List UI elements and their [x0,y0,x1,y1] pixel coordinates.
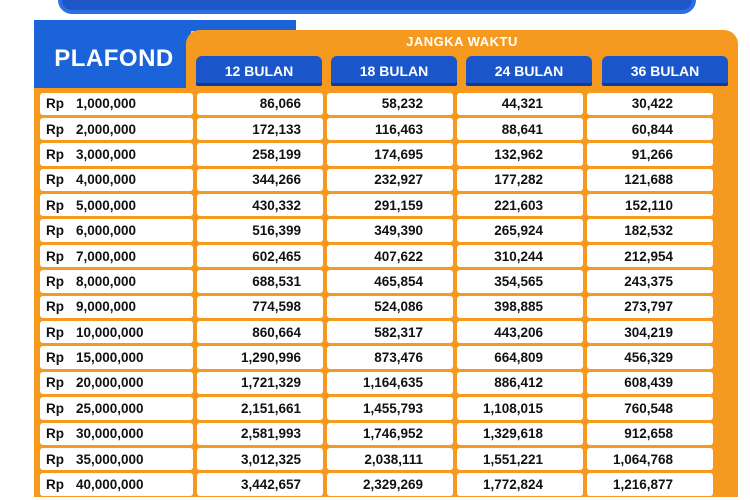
installment-18-cell: 58,232 [327,93,453,115]
plafond-cell [40,245,193,267]
plafond-amount: 8,000,000 [76,273,137,289]
installment-24-cell: 398,885 [457,296,583,318]
installment-36-cell: 212,954 [587,245,713,267]
installment-table [34,88,738,497]
table-row [38,370,734,395]
table-row [38,294,734,319]
installment-36-cell: 273,797 [587,296,713,318]
installment-12-cell: 860,664 [197,321,323,343]
table-row [38,142,734,167]
table-row [38,269,734,294]
installment-18-cell: 2,038,111 [327,448,453,470]
jangka-waktu-label: JANGKA WAKTU [406,34,518,49]
installment-18-cell: 116,463 [327,118,453,140]
currency-prefix: Rp [46,375,64,391]
installment-18-cell: 582,317 [327,321,453,343]
installment-36-cell: 91,266 [587,143,713,165]
installment-12-cell: 172,133 [197,118,323,140]
plafond-cell [40,194,193,216]
plafond-cell [40,93,193,115]
currency-prefix: Rp [46,146,64,162]
currency-prefix: Rp [46,400,64,416]
installment-18-cell: 407,622 [327,245,453,267]
currency-prefix: Rp [46,426,64,442]
installment-24-cell: 886,412 [457,372,583,394]
table-row [38,396,734,421]
installment-12-cell: 258,199 [197,143,323,165]
plafond-amount: 7,000,000 [76,248,137,264]
plafond-cell [40,448,193,470]
installment-24-cell: 221,603 [457,194,583,216]
installment-12-cell: 1,721,329 [197,372,323,394]
currency-prefix: Rp [46,248,64,264]
installment-24-cell: 177,282 [457,169,583,191]
plafond-cell [40,397,193,419]
currency-prefix: Rp [46,273,64,289]
currency-prefix: Rp [46,451,64,467]
currency-prefix: Rp [46,350,64,366]
currency-prefix: Rp [46,299,64,315]
installment-12-cell: 2,581,993 [197,423,323,445]
plafond-cell [40,118,193,140]
installment-12-cell: 602,465 [197,245,323,267]
currency-prefix: Rp [46,477,64,493]
plafond-cell [40,473,193,495]
installment-36-cell: 760,548 [587,397,713,419]
installment-36-cell: 304,219 [587,321,713,343]
currency-prefix: Rp [46,324,64,340]
installment-24-cell: 1,329,618 [457,423,583,445]
installment-24-cell: 1,108,015 [457,397,583,419]
table-row [38,446,734,471]
installment-24-cell: 1,551,221 [457,448,583,470]
installment-12-cell: 86,066 [197,93,323,115]
currency-prefix: Rp [46,197,64,213]
installment-36-cell: 1,216,877 [587,473,713,495]
installment-18-cell: 465,854 [327,270,453,292]
plafond-cell [40,321,193,343]
installment-18-cell: 2,329,269 [327,473,453,495]
plafond-amount: 5,000,000 [76,197,137,213]
plafond-amount: 6,000,000 [76,223,137,239]
currency-prefix: Rp [46,172,64,188]
currency-prefix: Rp [46,121,64,137]
installment-12-cell: 1,290,996 [197,346,323,368]
installment-36-cell: 243,375 [587,270,713,292]
plafond-amount: 15,000,000 [76,350,144,366]
plafond-cell [40,372,193,394]
installment-12-cell: 344,266 [197,169,323,191]
table-row [38,167,734,192]
plafond-amount: 25,000,000 [76,400,144,416]
installment-24-cell: 1,772,824 [457,473,583,495]
plafond-cell [40,270,193,292]
installment-36-cell: 456,329 [587,346,713,368]
plafond-amount: 3,000,000 [76,146,137,162]
table-row [38,421,734,446]
installment-18-cell: 873,476 [327,346,453,368]
tenor-header-18: 18 BULAN [331,56,457,86]
installment-36-cell: 121,688 [587,169,713,191]
installment-36-cell: 912,658 [587,423,713,445]
installment-18-cell: 232,927 [327,169,453,191]
table-row [38,472,734,497]
installment-36-cell: 1,064,768 [587,448,713,470]
installment-24-cell: 443,206 [457,321,583,343]
table-row [38,345,734,370]
table-row [38,91,734,116]
plafond-cell [40,169,193,191]
installment-12-cell: 2,151,661 [197,397,323,419]
plafond-amount: 2,000,000 [76,121,137,137]
tenor-header-24: 24 BULAN [466,56,592,86]
installment-24-cell: 132,962 [457,143,583,165]
plafond-amount: 1,000,000 [76,96,137,112]
currency-prefix: Rp [46,223,64,239]
plafond-cell [40,296,193,318]
plafond-amount: 9,000,000 [76,299,137,315]
tenor-header-36: 36 BULAN [602,56,728,86]
installment-24-cell: 354,565 [457,270,583,292]
installment-18-cell: 1,164,635 [327,372,453,394]
installment-36-cell: 60,844 [587,118,713,140]
plafond-amount: 30,000,000 [76,426,144,442]
currency-prefix: Rp [46,96,64,112]
plafond-amount: 10,000,000 [76,324,144,340]
installment-18-cell: 524,086 [327,296,453,318]
installment-18-cell: 349,390 [327,219,453,241]
installment-18-cell: 291,159 [327,194,453,216]
installment-12-cell: 3,442,657 [197,473,323,495]
top-banner [58,0,696,14]
plafond-cell [40,219,193,241]
plafond-header-label: PLAFOND [54,45,174,72]
table-row [38,116,734,141]
installment-12-cell: 430,332 [197,194,323,216]
plafond-amount: 4,000,000 [76,172,137,188]
installment-18-cell: 1,455,793 [327,397,453,419]
installment-24-cell: 664,809 [457,346,583,368]
installment-24-cell: 265,924 [457,219,583,241]
table-row [38,320,734,345]
installment-36-cell: 152,110 [587,194,713,216]
plafond-cell [40,346,193,368]
tenor-header-12: 12 BULAN [196,56,322,86]
plafond-amount: 40,000,000 [76,477,144,493]
plafond-cell [40,143,193,165]
table-row [38,193,734,218]
table-row [38,218,734,243]
installment-24-cell: 88,641 [457,118,583,140]
installment-18-cell: 1,746,952 [327,423,453,445]
installment-36-cell: 608,439 [587,372,713,394]
installment-36-cell: 182,532 [587,219,713,241]
installment-12-cell: 3,012,325 [197,448,323,470]
plafond-amount: 35,000,000 [76,451,144,467]
installment-24-cell: 44,321 [457,93,583,115]
installment-12-cell: 774,598 [197,296,323,318]
installment-18-cell: 174,695 [327,143,453,165]
installment-36-cell: 30,422 [587,93,713,115]
installment-12-cell: 516,399 [197,219,323,241]
plafond-amount: 20,000,000 [76,375,144,391]
table-row [38,243,734,268]
installment-12-cell: 688,531 [197,270,323,292]
installment-24-cell: 310,244 [457,245,583,267]
plafond-cell [40,423,193,445]
